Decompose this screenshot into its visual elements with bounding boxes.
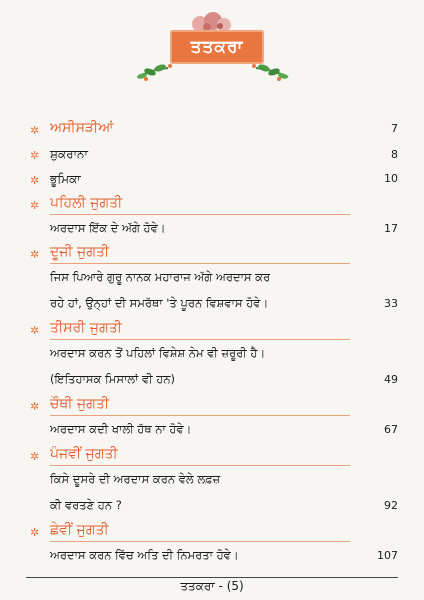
star-icon: ✲ <box>30 124 40 137</box>
toc-entry-line: ਜਿਸ ਪਿਆਰੇ ਗੁਰੂ ਨਾਨਕ ਮਹਾਰਾਜ ਅੱਗੇ ਅਰਦਾਸ ਕਰ <box>50 270 271 284</box>
toc-entry-page: 107 <box>377 549 398 562</box>
star-icon: ✲ <box>30 526 40 539</box>
toc-entry-title: ਦੂਜੀ ਜੁਗਤੀ <box>50 244 110 260</box>
star-icon: ✲ <box>30 248 40 261</box>
toc-entry-line: ਕੀ ਵਰਤਣੇ ਹਨ ? <box>50 498 122 512</box>
divider <box>50 214 350 215</box>
toc-entry-title: ਪੰਜਵੀਂ ਜੁਗਤੀ <box>50 446 118 462</box>
toc-entry-page: 10 <box>384 172 398 185</box>
toc-entry-title: ਛੇਵੀਂ ਜੁਗਤੀ <box>50 522 109 538</box>
toc-entry-line: ਰਹੇ ਹਾਂ, ਉਨ੍ਹਾਂ ਦੀ ਸਮਰੱਥਾ 'ਤੇ ਪੂਰਨ ਵਿਸ਼ਵਾਸ ਹੋਵੇ। <box>50 296 269 310</box>
star-icon: ✲ <box>30 400 40 413</box>
toc-entry-page: 8 <box>391 148 398 161</box>
toc-entry-line: ਅਰਦਾਸ ਇੱਕ ਦੇ ਅੱਗੇ ਹੋਵੇ। <box>50 221 166 235</box>
toc-entry-page: 33 <box>384 297 398 310</box>
toc-entry-page: 92 <box>384 499 398 512</box>
toc-entry-page: 67 <box>384 423 398 436</box>
toc-entry-line: ਅਰਦਾਸ ਕਦੀ ਖਾਲੀ ਹੱਥ ਨਾ ਹੋਵੇ। <box>50 422 192 436</box>
toc-entry-title: ਅਸੀਸੜੀਆਂ <box>50 120 114 136</box>
divider <box>50 263 350 264</box>
star-icon: ✲ <box>30 149 40 162</box>
toc-entry-page: 49 <box>384 373 398 386</box>
page-title: ਤਤਕਰਾ <box>190 37 244 57</box>
toc-entry-title: ਚੌਥੀ ਜੁਗਤੀ <box>50 396 110 412</box>
toc-entry-line: ਕਿਸੇ ਦੂਸਰੇ ਦੀ ਅਰਦਾਸ ਕਰਨ ਵੇਲੇ ਲਫ਼ਜ਼ <box>50 472 221 486</box>
toc-entry-line: ਅਰਦਾਸ ਕਰਨ ਤੋਂ ਪਹਿਲਾਂ ਵਿਸ਼ੇਸ਼ ਨੇਮ ਵੀ ਜ਼ਰੂਰੀ ਹੈ। <box>50 346 266 360</box>
divider <box>50 339 350 340</box>
divider <box>50 541 350 542</box>
star-icon: ✲ <box>30 174 40 187</box>
star-icon: ✲ <box>30 199 40 212</box>
toc-entry-title: ਤੀਸਰੀ ਜੁਗਤੀ <box>50 320 122 336</box>
toc-entry-title: ਭੂਮਿਕਾ <box>50 172 81 186</box>
toc-entry-page: 17 <box>384 222 398 235</box>
toc-entry-line: (ਇਤਿਹਾਸਕ ਮਿਸਾਲਾਂ ਵੀ ਹਨ) <box>50 372 176 386</box>
toc-entry-page: 7 <box>391 122 398 135</box>
toc-entry-line: ਅਰਦਾਸ ਕਰਨ ਵਿੱਚ ਅਤਿ ਦੀ ਨਿਮਰਤਾ ਹੋਵੇ। <box>50 548 239 562</box>
star-icon: ✲ <box>30 324 40 337</box>
page-footer: ਤਤਕਰਾ - (5) <box>180 579 244 593</box>
toc-entry-title: ਸ਼ੁਕਰਾਨਾ <box>50 147 88 161</box>
toc-entry-title: ਪਹਿਲੀ ਜੁਗਤੀ <box>50 195 123 211</box>
divider <box>50 415 350 416</box>
divider <box>50 465 350 466</box>
footer-divider <box>26 577 398 578</box>
star-icon: ✲ <box>30 450 40 463</box>
